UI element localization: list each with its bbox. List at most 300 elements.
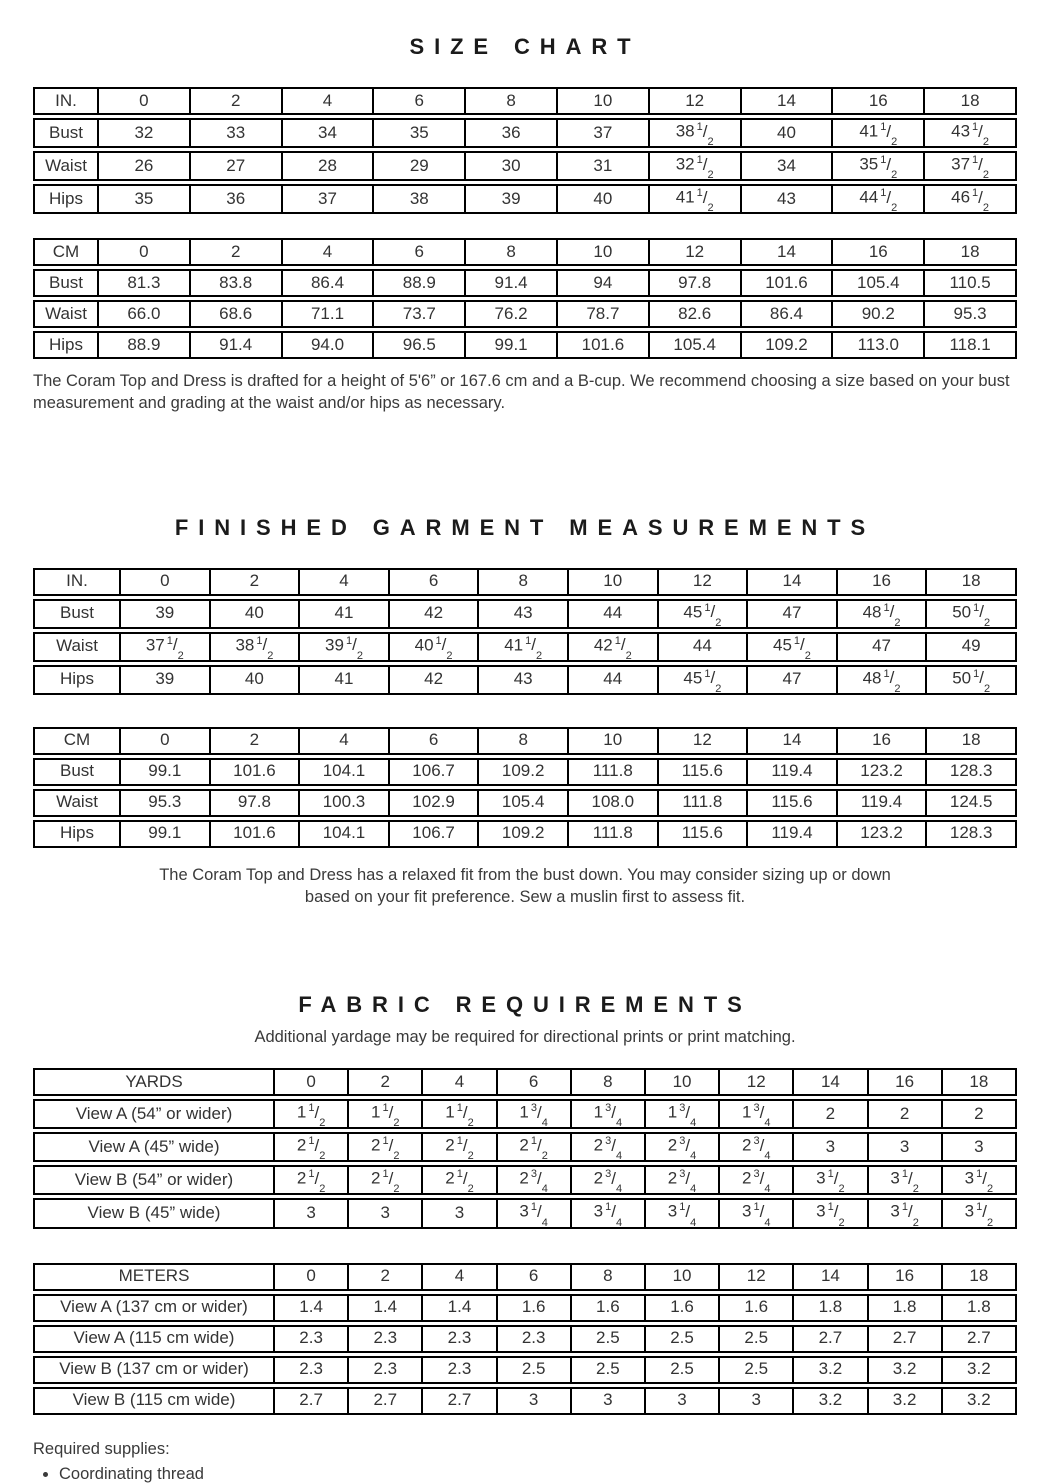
fraction: $^1/_2$ xyxy=(880,121,898,149)
finished-cm-table xyxy=(33,724,1017,851)
value-cell: 39 $^1/_2$ xyxy=(300,632,390,662)
fraction: $^1/_2$ xyxy=(901,1201,919,1229)
value-cell: 2.3 xyxy=(349,1325,423,1353)
size-chart-inches-table xyxy=(33,84,1017,217)
value-cell: 3 $^1/_2$ xyxy=(794,1165,868,1195)
size-header-cell: 12 xyxy=(659,568,749,596)
value-cell: 38 $^1/_2$ xyxy=(650,118,742,148)
value-cell: 2.3 xyxy=(349,1356,423,1384)
fraction: $^1/_4$ xyxy=(679,1201,697,1229)
value-cell: 108.0 xyxy=(569,789,659,817)
value-cell: 30 xyxy=(466,151,558,181)
size-header-cell: 14 xyxy=(748,568,838,596)
fraction: $^1/_2$ xyxy=(973,601,991,629)
required-supplies-list xyxy=(41,1465,1017,1484)
value-cell: 1.6 xyxy=(498,1294,572,1322)
value-cell: 1.8 xyxy=(869,1294,943,1322)
value-cell: 3 $^1/_2$ xyxy=(869,1165,943,1195)
value-cell: 119.4 xyxy=(748,820,838,848)
value-cell: 73.7 xyxy=(374,300,466,328)
value-cell: 3 xyxy=(349,1198,423,1228)
value-cell: 104.1 xyxy=(300,758,390,786)
size-header-cell: 10 xyxy=(646,1068,720,1096)
table-row xyxy=(33,269,1017,297)
value-cell: 111.8 xyxy=(569,820,659,848)
size-header-cell: 16 xyxy=(833,238,925,266)
value-cell: 1 $^1/_2$ xyxy=(423,1099,497,1129)
value-cell: 34 xyxy=(742,151,834,181)
value-cell: 105.4 xyxy=(479,789,569,817)
value-cell: 2.5 xyxy=(572,1325,646,1353)
table-row xyxy=(33,1325,1017,1353)
value-cell: 119.4 xyxy=(748,758,838,786)
value-cell: 109.2 xyxy=(479,758,569,786)
value-cell: 37 xyxy=(558,118,650,148)
size-header-cell: 0 xyxy=(121,568,211,596)
value-cell: 99.1 xyxy=(466,331,558,359)
value-cell: 97.8 xyxy=(650,269,742,297)
value-cell: 1.8 xyxy=(943,1294,1017,1322)
value-cell: 96.5 xyxy=(374,331,466,359)
fraction: $^1/_2$ xyxy=(704,601,722,629)
value-cell: 39 xyxy=(466,184,558,214)
value-cell: 32 $^1/_2$ xyxy=(650,151,742,181)
value-cell: 1 $^3/_4$ xyxy=(498,1099,572,1129)
value-cell: 35 xyxy=(374,118,466,148)
value-cell: 37 $^1/_2$ xyxy=(121,632,211,662)
value-cell: 118.1 xyxy=(925,331,1017,359)
value-cell: 2 $^1/_2$ xyxy=(423,1165,497,1195)
fraction: $^1/_2$ xyxy=(976,1201,994,1229)
fraction: $^3/_4$ xyxy=(605,1168,623,1196)
size-header-cell: 0 xyxy=(275,1263,349,1291)
value-cell: 49 xyxy=(927,632,1017,662)
fraction: $^1/_2$ xyxy=(901,1168,919,1196)
value-cell: 109.2 xyxy=(742,331,834,359)
value-cell: 3 $^1/_4$ xyxy=(572,1198,646,1228)
value-cell: 101.6 xyxy=(558,331,650,359)
row-label-cell: Bust xyxy=(33,599,121,629)
fraction: $^1/_2$ xyxy=(696,187,714,215)
value-cell: 36 xyxy=(466,118,558,148)
value-cell: 97.8 xyxy=(211,789,301,817)
value-cell: 42 xyxy=(390,665,480,695)
table-row xyxy=(33,1132,1017,1162)
value-cell: 2.3 xyxy=(498,1325,572,1353)
fraction: $^3/_4$ xyxy=(753,1168,771,1196)
value-cell: 2 $^3/_4$ xyxy=(572,1165,646,1195)
value-cell: 40 xyxy=(558,184,650,214)
fraction: $^1/_4$ xyxy=(530,1201,548,1229)
value-cell: 37 $^1/_2$ xyxy=(925,151,1017,181)
row-label-cell: Bust xyxy=(33,118,99,148)
value-cell: 2.7 xyxy=(869,1325,943,1353)
value-cell: 50 $^1/_2$ xyxy=(927,665,1017,695)
table-row xyxy=(33,331,1017,359)
value-cell: 123.2 xyxy=(838,758,928,786)
fraction: $^1/_2$ xyxy=(972,187,990,215)
value-cell: 2 $^1/_2$ xyxy=(498,1132,572,1162)
value-cell: 100.3 xyxy=(300,789,390,817)
row-label-cell: Hips xyxy=(33,820,121,848)
size-header-cell: 18 xyxy=(943,1068,1017,1096)
fraction: $^1/_2$ xyxy=(525,634,543,662)
value-cell: 88.9 xyxy=(99,331,191,359)
size-header-cell: 12 xyxy=(659,727,749,755)
table-row xyxy=(33,820,1017,848)
size-header-cell: 12 xyxy=(650,87,742,115)
size-header-cell: 10 xyxy=(569,568,659,596)
value-cell: 47 xyxy=(748,599,838,629)
required-supplies-heading: Required supplies: xyxy=(33,1439,170,1458)
value-cell: 1.4 xyxy=(349,1294,423,1322)
fraction: $^1/_2$ xyxy=(382,1135,400,1163)
value-cell: 95.3 xyxy=(121,789,211,817)
size-header-cell: 2 xyxy=(211,568,301,596)
row-label-cell: View A (54” or wider) xyxy=(33,1099,275,1129)
value-cell: 45 $^1/_2$ xyxy=(748,632,838,662)
value-cell: 1.4 xyxy=(423,1294,497,1322)
size-header-cell: 12 xyxy=(720,1263,794,1291)
size-header-cell: 16 xyxy=(838,568,928,596)
fraction: $^3/_4$ xyxy=(530,1102,548,1130)
value-cell: 95.3 xyxy=(925,300,1017,328)
value-cell: 3.2 xyxy=(943,1356,1017,1384)
size-header-cell: 14 xyxy=(748,727,838,755)
value-cell: 3 $^1/_2$ xyxy=(869,1198,943,1228)
fraction: $^1/_2$ xyxy=(827,1168,845,1196)
fraction: $^1/_2$ xyxy=(972,154,990,182)
fraction: $^1/_2$ xyxy=(308,1135,326,1163)
value-cell: 3.2 xyxy=(794,1356,868,1384)
size-header-cell: 6 xyxy=(374,87,466,115)
fraction: $^1/_2$ xyxy=(704,667,722,695)
size-header-cell: 4 xyxy=(423,1068,497,1096)
value-cell: 86.4 xyxy=(742,300,834,328)
fraction: $^1/_2$ xyxy=(883,667,901,695)
row-label-cell: View B (54” or wider) xyxy=(33,1165,275,1195)
value-cell: 44 xyxy=(569,599,659,629)
fraction: $^1/_2$ xyxy=(696,121,714,149)
value-cell: 111.8 xyxy=(569,758,659,786)
fraction: $^1/_2$ xyxy=(345,634,363,662)
value-cell: 47 xyxy=(748,665,838,695)
value-cell: 45 $^1/_2$ xyxy=(659,665,749,695)
value-cell: 128.3 xyxy=(927,758,1017,786)
fraction: $^1/_2$ xyxy=(308,1168,326,1196)
value-cell: 2 $^3/_4$ xyxy=(720,1132,794,1162)
value-cell: 3 $^1/_2$ xyxy=(943,1165,1017,1195)
size-header-cell: 16 xyxy=(869,1068,943,1096)
value-cell: 3 $^1/_2$ xyxy=(794,1198,868,1228)
fit-note: The Coram Top and Dress has a relaxed fit from the bust down. You may consider sizing up or down based on your fit preference. Sew a muslin first to assess fit. xyxy=(159,865,891,906)
table-header-row xyxy=(33,1263,1017,1291)
value-cell: 46 $^1/_2$ xyxy=(925,184,1017,214)
size-header-cell: 8 xyxy=(572,1263,646,1291)
value-cell: 2.3 xyxy=(423,1356,497,1384)
size-header-cell: 2 xyxy=(349,1263,423,1291)
size-header-cell: 16 xyxy=(869,1263,943,1291)
row-label-cell: Waist xyxy=(33,300,99,328)
size-header-cell: 0 xyxy=(99,238,191,266)
fraction: $^1/_2$ xyxy=(256,634,274,662)
fraction: $^1/_2$ xyxy=(880,187,898,215)
value-cell: 2 xyxy=(869,1099,943,1129)
value-cell: 37 xyxy=(283,184,375,214)
size-header-cell: 14 xyxy=(742,87,834,115)
value-cell: 1.6 xyxy=(720,1294,794,1322)
table-row xyxy=(33,599,1017,629)
value-cell: 45 $^1/_2$ xyxy=(659,599,749,629)
fraction: $^1/_2$ xyxy=(166,634,184,662)
value-cell: 1 $^1/_2$ xyxy=(349,1099,423,1129)
unit-header-cell: CM xyxy=(33,238,99,266)
value-cell: 110.5 xyxy=(925,269,1017,297)
fraction: $^1/_2$ xyxy=(456,1168,474,1196)
row-label-cell: Hips xyxy=(33,331,99,359)
fraction: $^1/_2$ xyxy=(972,121,990,149)
value-cell: 41 xyxy=(300,665,390,695)
value-cell: 41 $^1/_2$ xyxy=(479,632,569,662)
fraction: $^1/_2$ xyxy=(614,634,632,662)
size-header-cell: 0 xyxy=(121,727,211,755)
table-row xyxy=(33,1099,1017,1129)
fraction: $^3/_4$ xyxy=(530,1168,548,1196)
size-header-cell: 8 xyxy=(466,87,558,115)
required-supplies-section xyxy=(33,1440,1017,1484)
size-header-cell: 12 xyxy=(650,238,742,266)
value-cell: 115.6 xyxy=(659,820,749,848)
value-cell: 31 xyxy=(558,151,650,181)
row-label-cell: View A (137 cm or wider) xyxy=(33,1294,275,1322)
value-cell: 41 $^1/_2$ xyxy=(650,184,742,214)
value-cell: 50 $^1/_2$ xyxy=(927,599,1017,629)
fraction: $^3/_4$ xyxy=(753,1102,771,1130)
value-cell: 3.2 xyxy=(943,1387,1017,1415)
value-cell: 106.7 xyxy=(390,820,480,848)
value-cell: 1 $^3/_4$ xyxy=(572,1099,646,1129)
fraction: $^1/_2$ xyxy=(880,154,898,182)
value-cell: 2 $^1/_2$ xyxy=(349,1165,423,1195)
value-cell: 2.3 xyxy=(275,1325,349,1353)
fabric-requirements-subtitle: Additional yardage may be required for directional prints or print matching. xyxy=(254,1028,796,1047)
value-cell: 41 xyxy=(300,599,390,629)
value-cell: 1 $^3/_4$ xyxy=(720,1099,794,1129)
table-row xyxy=(33,184,1017,214)
size-chart-title: SIZE CHART xyxy=(409,34,641,59)
value-cell: 83.8 xyxy=(191,269,283,297)
table-row xyxy=(33,665,1017,695)
table-row xyxy=(33,1356,1017,1384)
value-cell: 1.6 xyxy=(572,1294,646,1322)
value-cell: 2 $^1/_2$ xyxy=(423,1132,497,1162)
unit-header-cell: CM xyxy=(33,727,121,755)
value-cell: 43 xyxy=(479,665,569,695)
value-cell: 40 xyxy=(742,118,834,148)
value-cell: 1.6 xyxy=(646,1294,720,1322)
size-header-cell: 4 xyxy=(423,1263,497,1291)
fraction: $^1/_2$ xyxy=(827,1201,845,1229)
value-cell: 101.6 xyxy=(211,758,301,786)
value-cell: 88.9 xyxy=(374,269,466,297)
size-header-cell: 18 xyxy=(943,1263,1017,1291)
fraction: $^3/_4$ xyxy=(753,1135,771,1163)
fraction: $^1/_2$ xyxy=(973,667,991,695)
value-cell: 42 $^1/_2$ xyxy=(569,632,659,662)
value-cell: 128.3 xyxy=(927,820,1017,848)
table-header-row xyxy=(33,727,1017,755)
value-cell: 48 $^1/_2$ xyxy=(838,599,928,629)
fraction: $^3/_4$ xyxy=(605,1135,623,1163)
value-cell: 44 xyxy=(569,665,659,695)
value-cell: 102.9 xyxy=(390,789,480,817)
unit-header-cell: YARDS xyxy=(33,1068,275,1096)
value-cell: 3.2 xyxy=(869,1387,943,1415)
size-header-cell: 2 xyxy=(349,1068,423,1096)
value-cell: 99.1 xyxy=(121,820,211,848)
value-cell: 81.3 xyxy=(99,269,191,297)
table-header-row xyxy=(33,238,1017,266)
value-cell: 36 xyxy=(191,184,283,214)
fraction: $^1/_2$ xyxy=(308,1102,326,1130)
table-row xyxy=(33,789,1017,817)
value-cell: 41 $^1/_2$ xyxy=(833,118,925,148)
value-cell: 44 xyxy=(659,632,749,662)
table-row xyxy=(33,1165,1017,1195)
value-cell: 48 $^1/_2$ xyxy=(838,665,928,695)
value-cell: 38 $^1/_2$ xyxy=(211,632,301,662)
value-cell: 1.4 xyxy=(275,1294,349,1322)
fraction: $^1/_2$ xyxy=(883,601,901,629)
table-row xyxy=(33,758,1017,786)
value-cell: 33 xyxy=(191,118,283,148)
value-cell: 2 $^3/_4$ xyxy=(720,1165,794,1195)
value-cell: 113.0 xyxy=(833,331,925,359)
row-label-cell: View A (45” wide) xyxy=(33,1132,275,1162)
table-row xyxy=(33,118,1017,148)
yards-table xyxy=(33,1065,1017,1231)
row-label-cell: View B (45” wide) xyxy=(33,1198,275,1228)
size-header-cell: 14 xyxy=(742,238,834,266)
size-header-cell: 6 xyxy=(374,238,466,266)
size-header-cell: 8 xyxy=(479,568,569,596)
size-header-cell: 8 xyxy=(466,238,558,266)
size-header-cell: 6 xyxy=(498,1068,572,1096)
size-header-cell: 18 xyxy=(925,238,1017,266)
value-cell: 2.7 xyxy=(423,1387,497,1415)
fraction: $^1/_2$ xyxy=(696,154,714,182)
size-chart-note: The Coram Top and Dress is drafted for a height of 5'6” or 167.6 cm and a B-cup. We recommend choosing a size based on your bust measurement and grading at the waist and/or hips as necessary. xyxy=(33,372,1010,412)
value-cell: 43 xyxy=(742,184,834,214)
size-header-cell: 18 xyxy=(927,727,1017,755)
value-cell: 2.5 xyxy=(646,1325,720,1353)
value-cell: 2 xyxy=(794,1099,868,1129)
size-header-cell: 6 xyxy=(390,568,480,596)
value-cell: 2 $^3/_4$ xyxy=(646,1165,720,1195)
row-label-cell: Waist xyxy=(33,632,121,662)
fraction: $^1/_2$ xyxy=(976,1168,994,1196)
value-cell: 115.6 xyxy=(659,758,749,786)
row-label-cell: View B (115 cm wide) xyxy=(33,1387,275,1415)
table-header-row xyxy=(33,87,1017,115)
size-header-cell: 18 xyxy=(927,568,1017,596)
fraction: $^1/_2$ xyxy=(382,1168,400,1196)
value-cell: 123.2 xyxy=(838,820,928,848)
value-cell: 105.4 xyxy=(650,331,742,359)
value-cell: 2.5 xyxy=(572,1356,646,1384)
value-cell: 40 xyxy=(211,599,301,629)
value-cell: 124.5 xyxy=(927,789,1017,817)
value-cell: 44 $^1/_2$ xyxy=(833,184,925,214)
value-cell: 2.5 xyxy=(720,1356,794,1384)
value-cell: 2 $^3/_4$ xyxy=(572,1132,646,1162)
fraction: $^1/_2$ xyxy=(456,1102,474,1130)
size-header-cell: 6 xyxy=(390,727,480,755)
value-cell: 29 xyxy=(374,151,466,181)
value-cell: 1 $^3/_4$ xyxy=(646,1099,720,1129)
fraction: $^1/_2$ xyxy=(793,634,811,662)
fraction: $^3/_4$ xyxy=(679,1135,697,1163)
size-header-cell: 0 xyxy=(275,1068,349,1096)
table-row xyxy=(33,151,1017,181)
value-cell: 38 xyxy=(374,184,466,214)
value-cell: 94.0 xyxy=(283,331,375,359)
value-cell: 28 xyxy=(283,151,375,181)
row-label-cell: Waist xyxy=(33,151,99,181)
meters-table xyxy=(33,1260,1017,1418)
value-cell: 43 $^1/_2$ xyxy=(925,118,1017,148)
value-cell: 111.8 xyxy=(659,789,749,817)
size-header-cell: 4 xyxy=(283,87,375,115)
supply-item: • Coordinating thread xyxy=(59,1465,1017,1484)
value-cell: 2.5 xyxy=(498,1356,572,1384)
fraction: $^1/_2$ xyxy=(435,634,453,662)
row-label-cell: Hips xyxy=(33,184,99,214)
value-cell: 2 $^3/_4$ xyxy=(646,1132,720,1162)
value-cell: 109.2 xyxy=(479,820,569,848)
row-label-cell: View B (137 cm or wider) xyxy=(33,1356,275,1384)
value-cell: 68.6 xyxy=(191,300,283,328)
value-cell: 3 xyxy=(423,1198,497,1228)
unit-header-cell: IN. xyxy=(33,87,99,115)
row-label-cell: View A (115 cm wide) xyxy=(33,1325,275,1353)
size-header-cell: 2 xyxy=(191,238,283,266)
size-chart-cm-table xyxy=(33,235,1017,362)
size-header-cell: 8 xyxy=(572,1068,646,1096)
value-cell: 86.4 xyxy=(283,269,375,297)
value-cell: 35 xyxy=(99,184,191,214)
value-cell: 94 xyxy=(558,269,650,297)
value-cell: 40 xyxy=(211,665,301,695)
fraction: $^3/_4$ xyxy=(679,1102,697,1130)
value-cell: 3 xyxy=(646,1387,720,1415)
value-cell: 2 $^1/_2$ xyxy=(275,1132,349,1162)
size-header-cell: 10 xyxy=(646,1263,720,1291)
unit-header-cell: METERS xyxy=(33,1263,275,1291)
table-header-row xyxy=(33,1068,1017,1096)
value-cell: 3 xyxy=(943,1132,1017,1162)
fraction: $^3/_4$ xyxy=(679,1168,697,1196)
value-cell: 2.3 xyxy=(275,1356,349,1384)
size-header-cell: 6 xyxy=(498,1263,572,1291)
value-cell: 35 $^1/_2$ xyxy=(833,151,925,181)
value-cell: 2 $^1/_2$ xyxy=(275,1165,349,1195)
unit-header-cell: IN. xyxy=(33,568,121,596)
value-cell: 42 xyxy=(390,599,480,629)
value-cell: 78.7 xyxy=(558,300,650,328)
value-cell: 66.0 xyxy=(99,300,191,328)
value-cell: 82.6 xyxy=(650,300,742,328)
